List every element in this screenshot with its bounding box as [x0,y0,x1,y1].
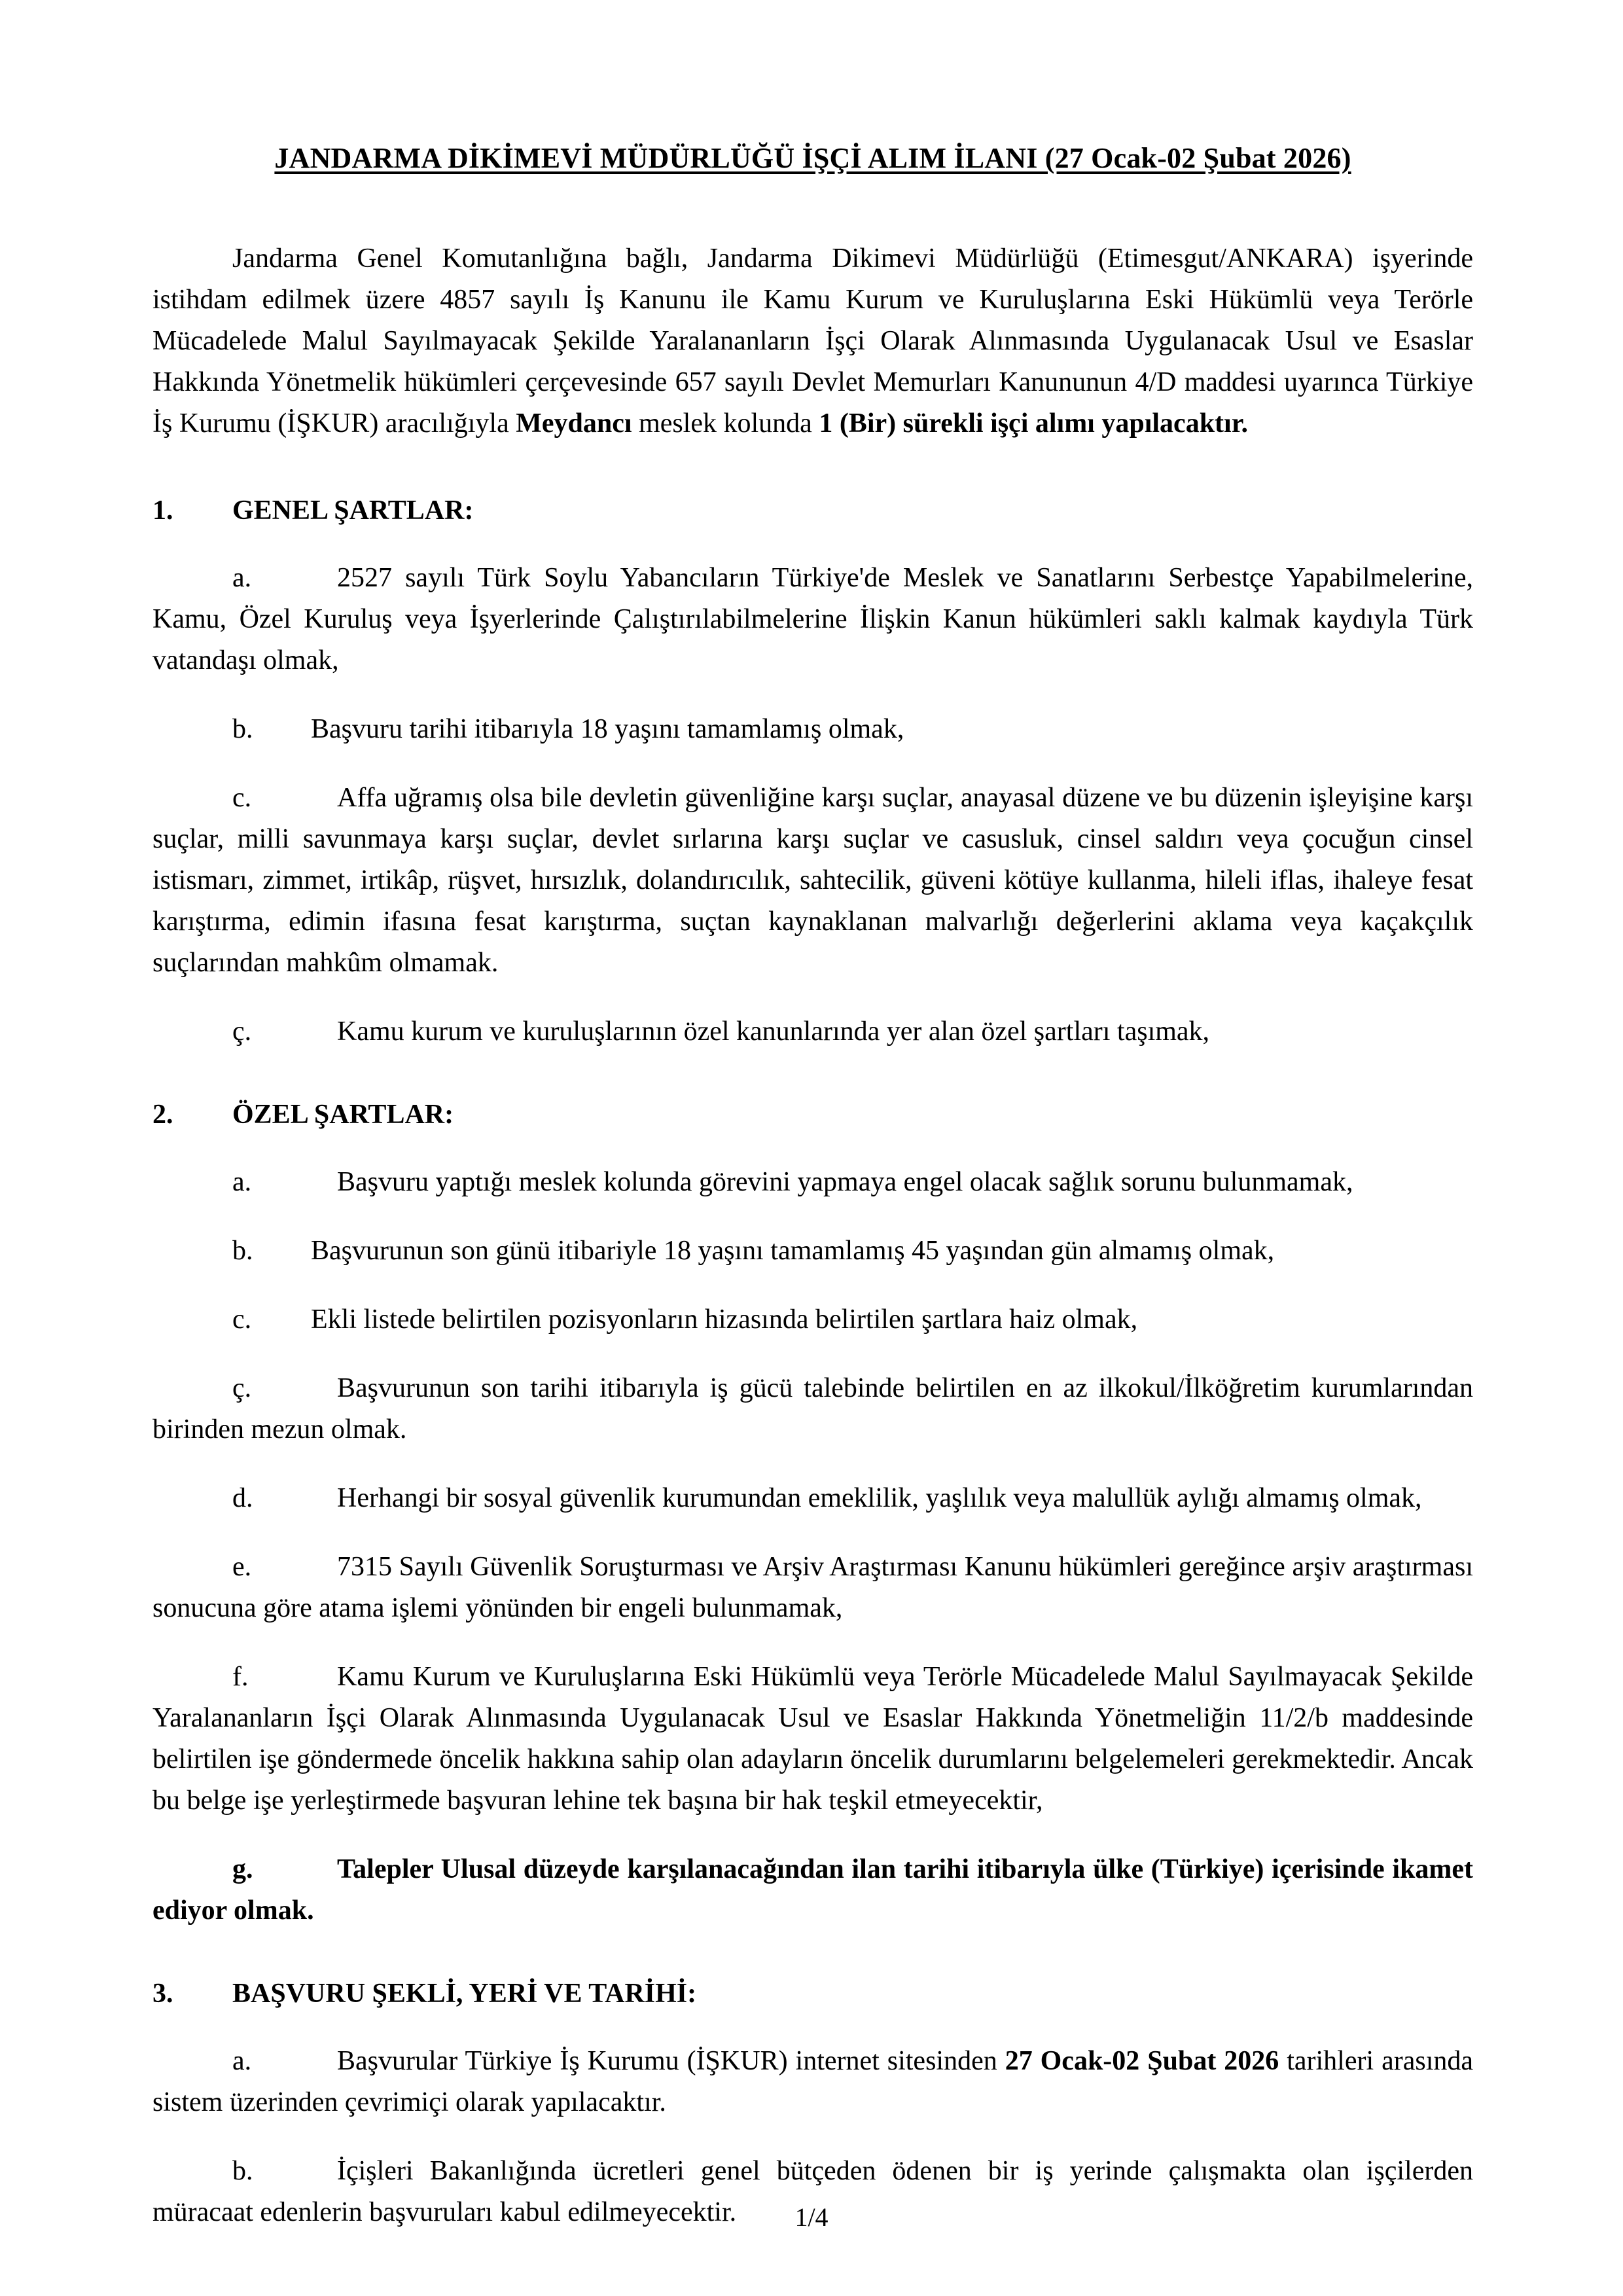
item-text: Başvurunun son günü itibariyle 18 yaşını tamamlamış 45 yaşından gün almamış olmak, [311,1235,1275,1266]
item-text: Affa uğramış olsa bile devletin güvenliğine karşı suçlar, anayasal düzene ve bu düzenin işleyişine karşı suçlar, milli savunmaya karşı suçlar, devlet sırlarına karşı suçlar ve casusluk, cinsel saldırı veya çocuğun cinsel istismarı, zimmet, irtikâp, rüşvet, hırsızlık, dolandırıcılık, sahtecilik, güveni kötüye kullanma, hileli iflas, ihaleye fesat karıştırma, edimin ifasına fesat karıştırma, suçtan kaynaklanan malvarlığı değerlerini aklama veya kaçakçılık suçlarından mahkûm olmamak. [152,782,1473,978]
item-text: İçişleri Bakanlığında ücretleri genel bütçeden ödenen bir iş yerinde çalışmakta olan işçilerden müracaat edenlerin başvuruları kabul edilmeyecektir. [152,2155,1473,2227]
item-marker: ç. [232,1016,252,1047]
page-number-footer: 1/4 [794,2202,829,2232]
item-text-after: tarihleri arasında sistem üzerinden çevrimiçi olarak yapılacaktır. [152,2045,1474,2117]
section-title: ÖZEL ŞARTLAR: [232,1099,454,1130]
intro-paragraph [152,238,1473,444]
list-item [152,1849,1473,1931]
list-item [152,709,1473,750]
item-text: Kamu Kurum ve Kuruluşlarına Eski Hükümlü veya Terörle Mücadelede Malul Sayılmayacak Şekilde Yaralananların İşçi Olarak Alınmasında Uygulanacak Usul ve Esaslar Hakkında Yönetmeliğin 11/2/b maddesinde belirtilen işe göndermede öncelik hakkına sahip olan adayların öncelik durumlarını belgelemeleri gerekmektedir. Ancak bu belge işe yerleştirmede başvuran lehine tek başına bir hak teşkil etmeyecektir, [152,1661,1473,1816]
list-item [152,1011,1473,1052]
list-item [152,1368,1473,1450]
item-text: Başvurunun son tarihi itibarıyla iş gücü talebinde belirtilen en az ilkokul/İlköğretim kurumlarından birinden mezun olmak. [152,1372,1473,1444]
list-item [152,1230,1473,1272]
section-title: BAŞVURU ŞEKLİ, YERİ VE TARİHİ: [232,1978,697,2009]
page-content [152,0,1473,2261]
item-marker: b. [232,2155,253,2186]
list-item [152,1162,1473,1203]
item-marker: a. [232,1166,252,1197]
item-marker: e. [232,1551,252,1582]
item-marker: f. [232,1661,249,1692]
item-text: Ekli listede belirtilen pozisyonların hizasında belirtilen şartlara haiz olmak, [311,1304,1138,1335]
item-marker: g. [232,1854,253,1884]
section-heading-general-conditions [152,490,1473,531]
item-marker: c. [232,1304,252,1335]
list-item [152,1299,1473,1340]
item-text-before: Başvurular Türkiye İş Kurumu (İŞKUR) internet sitesinden [337,2045,1005,2076]
application-dates: 27 Ocak-02 Şubat 2026 [1005,2045,1279,2076]
section-number: 2. [152,1099,173,1130]
item-text: 2527 sayılı Türk Soylu Yabancıların Türkiye'de Meslek ve Sanatlarını Serbestçe Yapabilmelerine, Kamu, Özel Kuruluş veya İşyerlerinde Çalıştırılabilmelerine İlişkin Kanun hükümleri saklı kalmak kaydıyla Türk vatandaşı olmak, [152,562,1473,675]
section-number: 1. [152,495,173,526]
intro-text-part2: meslek kolunda [632,408,819,439]
list-item [152,1657,1473,1821]
list-item [152,558,1473,681]
item-text: Başvuru tarihi itibarıyla 18 yaşını tamamlamış olmak, [311,713,904,744]
item-marker: b. [232,1235,253,1266]
intro-quota: 1 (Bir) sürekli işçi alımı yapılacaktır. [819,408,1248,439]
section-heading-special-conditions [152,1094,1473,1136]
item-text: Başvuru yaptığı meslek kolunda görevini yapmaya engel olacak sağlık sorunu bulunmamak, [337,1166,1353,1197]
item-marker: d. [232,1482,253,1513]
intro-job-title: Meydancı [516,408,632,439]
list-item [152,1478,1473,1519]
intro-text-part1: Jandarma Genel Komutanlığına bağlı, Jandarma Dikimevi Müdürlüğü (Etimesgut/ANKARA) işyerinde istihdam edilmek üzere 4857 sayılı İş Kanunu ile Kamu Kurum ve Kuruluşlarına Eski Hükümlü veya Terörle Mücadelede Malul Sayılmayacak Şekilde Yaralananların İşçi Olarak Alınmasında Uygulanacak Usul ve Esaslar Hakkında Yönetmelik hükümleri çerçevesinde 657 sayılı Devlet Memurları Kanununun 4/D maddesi uyarınca Türkiye İş Kurumu (İŞKUR) aracılığıyla [152,243,1473,439]
item-text: Herhangi bir sosyal güvenlik kurumundan emeklilik, yaşlılık veya malullük aylığı almamış olmak, [337,1482,1422,1513]
item-marker: a. [232,2045,252,2076]
item-marker: c. [232,782,252,813]
list-item [152,778,1473,984]
section-heading-application [152,1973,1473,2015]
section-number: 3. [152,1978,173,2009]
item-marker: a. [232,562,252,593]
section-title: GENEL ŞARTLAR: [232,495,474,526]
list-item [152,1547,1473,1629]
item-marker: b. [232,713,253,744]
item-marker: ç. [232,1372,252,1403]
list-item [152,2041,1473,2123]
page-title: JANDARMA DİKİMEVİ MÜDÜRLÜĞÜ İŞÇİ ALIM İLANI (27 Ocak-02 Şubat 2026) [274,142,1351,174]
item-text: Talepler Ulusal düzeyde karşılanacağından ilan tarihi itibarıyla ülke (Türkiye) içerisinde ikamet ediyor olmak. [152,1854,1473,1926]
item-text: Kamu kurum ve kuruluşlarının özel kanunlarında yer alan özel şartları taşımak, [337,1016,1210,1047]
item-text: 7315 Sayılı Güvenlik Soruşturması ve Arşiv Araştırması Kanunu hükümleri gereğince arşiv araştırması sonucuna göre atama işlemi yönünden bir engeli bulunmamak, [152,1551,1473,1623]
